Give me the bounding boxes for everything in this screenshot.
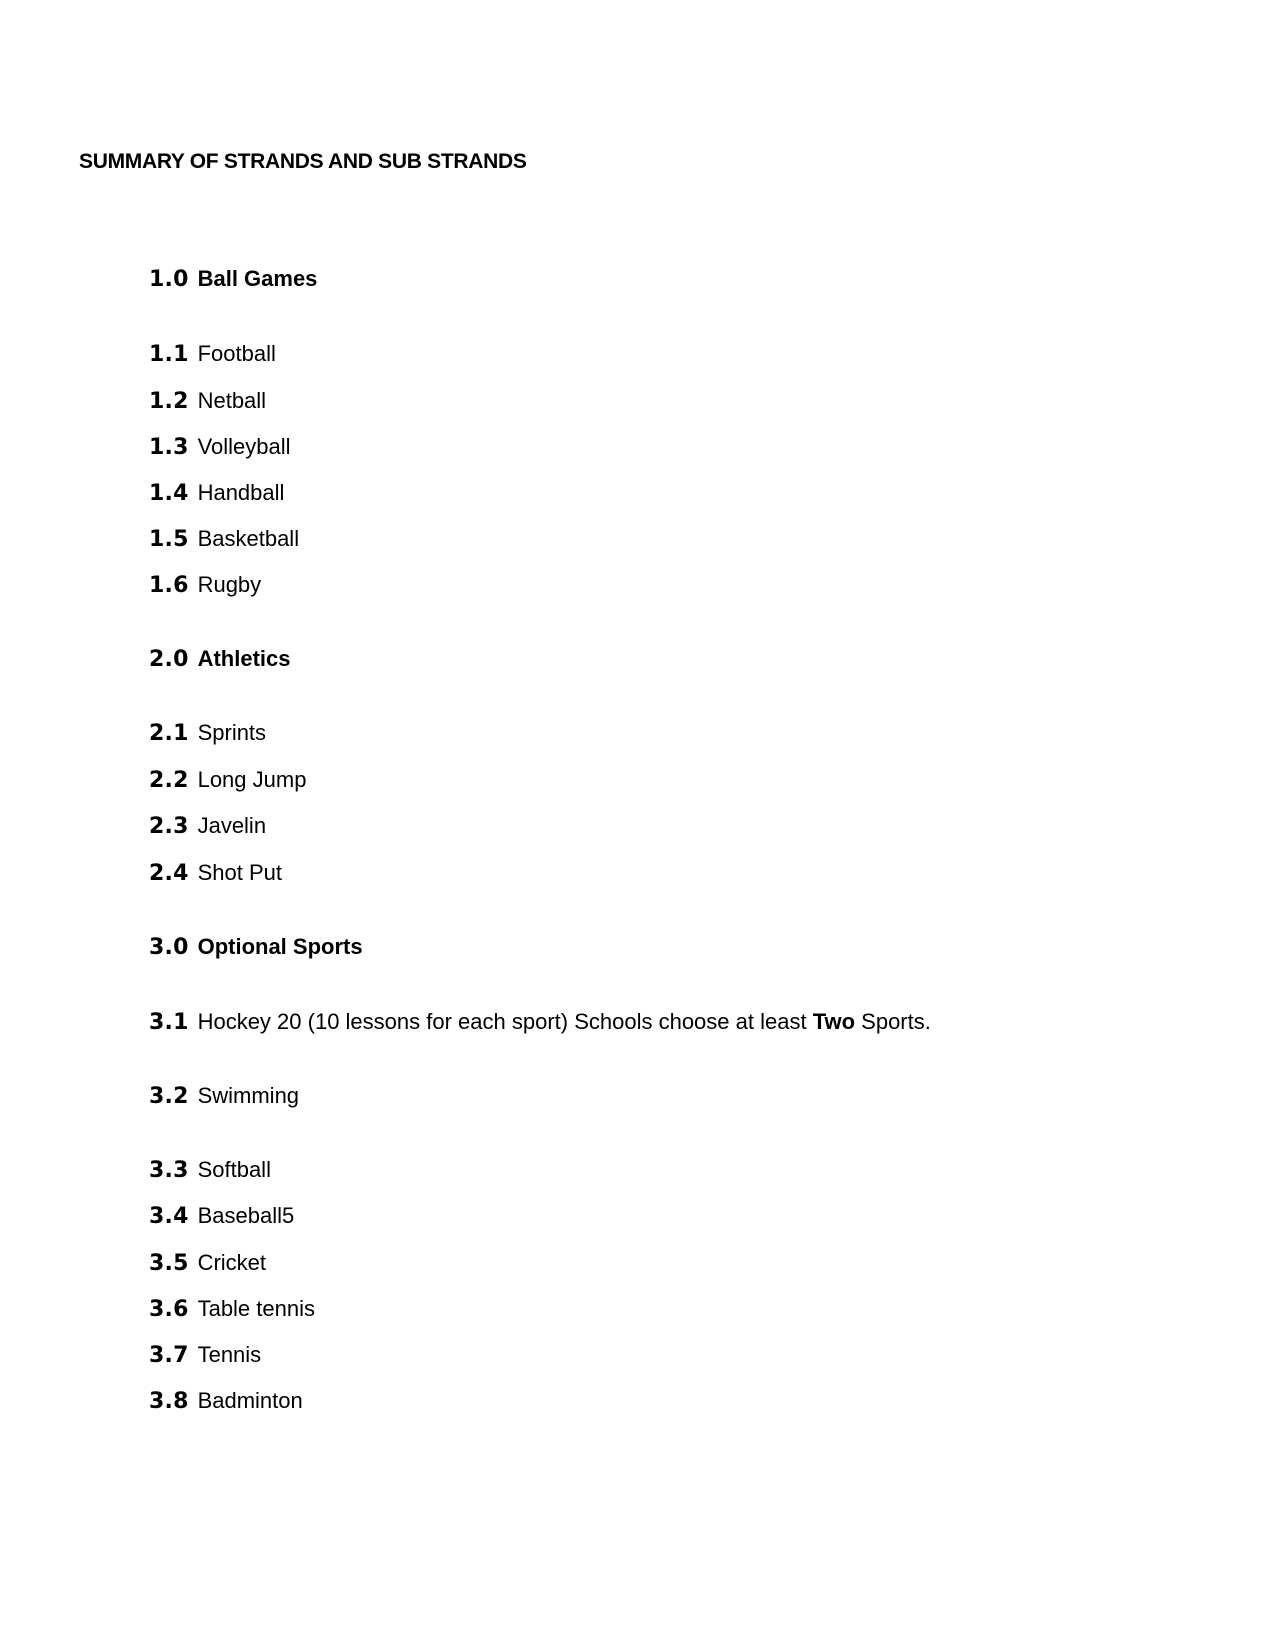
sub-strand-label: Javelin <box>197 813 267 838</box>
sub-strand-item <box>149 860 282 887</box>
sub-strand-label: Basketball <box>197 526 300 551</box>
document-title: SUMMARY OF STRANDS AND SUB STRANDS <box>79 150 527 173</box>
sub-strand-number: 3.2 <box>149 1084 189 1109</box>
sub-strand-label: Baseball5 <box>197 1203 295 1228</box>
sub-strand-number: 3.7 <box>149 1343 189 1368</box>
sub-strand-label: Table tennis <box>197 1296 315 1321</box>
sub-strand-label: Swimming <box>197 1083 300 1108</box>
sub-strand-number: 2.3 <box>149 814 189 839</box>
sub-strand-number: 1.4 <box>149 481 189 506</box>
sub-strand-item <box>149 341 276 368</box>
sub-strand-item <box>149 1296 315 1323</box>
sub-strand-item <box>149 1250 266 1277</box>
sub-strand-number: 2.1 <box>149 721 189 746</box>
strand-heading-optional-sports <box>149 934 363 961</box>
strand-heading-ball-games <box>149 266 317 293</box>
sub-strand-item <box>149 1083 299 1110</box>
sub-strand-number: 3.5 <box>149 1251 189 1276</box>
sub-strand-label: Handball <box>197 480 285 505</box>
sub-strand-number: 1.3 <box>149 435 189 460</box>
sub-strand-item <box>149 813 266 840</box>
sub-strand-label: Tennis <box>197 1342 262 1367</box>
sub-strand-item <box>149 526 299 553</box>
strand-number: 1.0 <box>149 267 189 292</box>
sub-strand-item <box>149 480 284 507</box>
sub-strand-label: Long Jump <box>197 767 307 792</box>
sub-strand-item <box>149 1009 931 1036</box>
sub-strand-label: Volleyball <box>197 434 291 459</box>
sub-strand-emphasis: Two <box>812 1009 856 1034</box>
sub-strand-label: Football <box>197 341 276 366</box>
sub-strand-number: 3.6 <box>149 1297 189 1322</box>
strand-number: 2.0 <box>149 647 189 672</box>
sub-strand-label: Netball <box>197 388 267 413</box>
sub-strand-number: 3.4 <box>149 1204 189 1229</box>
sub-strand-item <box>149 572 261 599</box>
sub-strand-label-suffix: Sports. <box>855 1009 931 1034</box>
sub-strand-item <box>149 434 291 461</box>
sub-strand-number: 3.1 <box>149 1010 189 1035</box>
sub-strand-number: 2.4 <box>149 861 189 886</box>
strand-title: Athletics <box>197 646 291 671</box>
sub-strand-item <box>149 720 266 747</box>
sub-strand-item <box>149 767 306 794</box>
sub-strand-label: Rugby <box>197 572 262 597</box>
sub-strand-number: 1.1 <box>149 342 189 367</box>
strand-title: Optional Sports <box>197 934 363 959</box>
sub-strand-number: 3.3 <box>149 1158 189 1183</box>
sub-strand-label: Sprints <box>197 720 267 745</box>
sub-strand-number: 1.2 <box>149 389 189 414</box>
sub-strand-number: 3.8 <box>149 1389 189 1414</box>
strand-number: 3.0 <box>149 935 189 960</box>
sub-strand-number: 1.5 <box>149 527 189 552</box>
sub-strand-label: Badminton <box>197 1388 303 1413</box>
sub-strand-item <box>149 1203 294 1230</box>
sub-strand-label <box>198 1009 931 1034</box>
sub-strand-item <box>149 388 266 415</box>
strand-title: Ball Games <box>197 266 318 291</box>
sub-strand-label: Cricket <box>197 1250 267 1275</box>
sub-strand-number: 2.2 <box>149 768 189 793</box>
sub-strand-label-text: Hockey 20 (10 lessons for each sport) Schools choose at least <box>197 1009 813 1034</box>
sub-strand-number: 1.6 <box>149 573 189 598</box>
sub-strand-item <box>149 1157 271 1184</box>
sub-strand-label: Shot Put <box>197 860 282 885</box>
sub-strand-item <box>149 1388 303 1415</box>
sub-strand-item <box>149 1342 261 1369</box>
strand-heading-athletics <box>149 646 291 673</box>
sub-strand-label: Softball <box>197 1157 271 1182</box>
